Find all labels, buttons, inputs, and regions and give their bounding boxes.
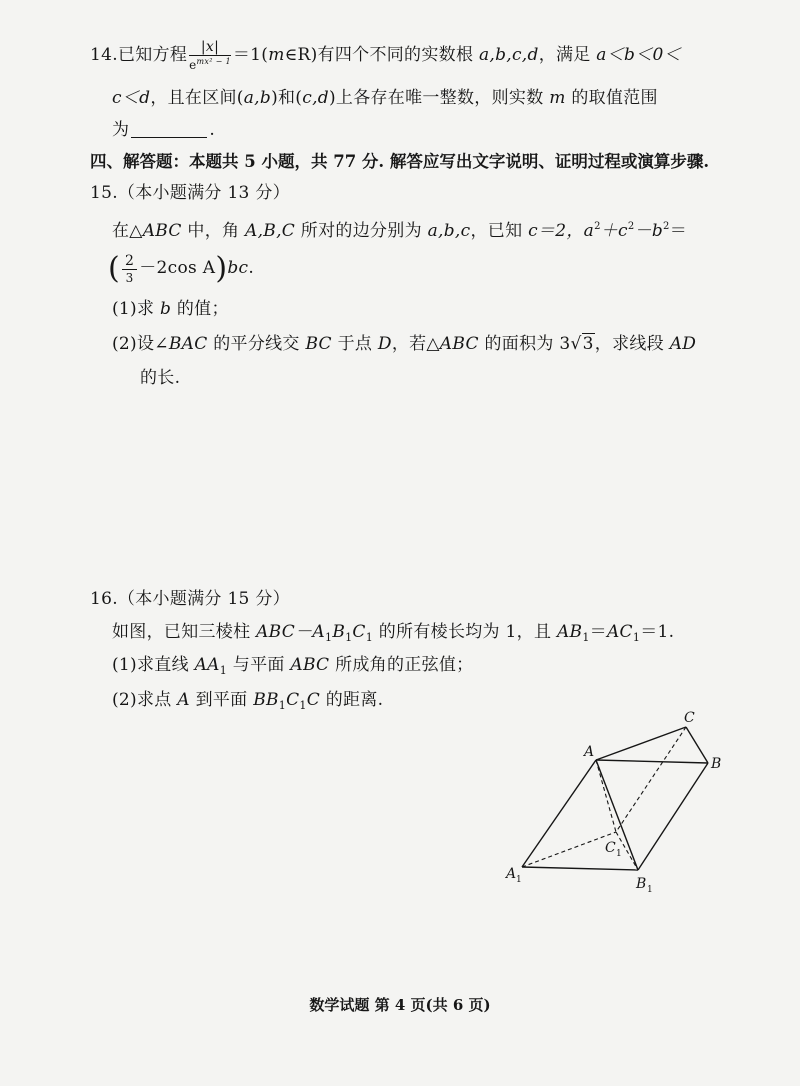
q15-line-2: ( $\frac{2}{3}$ －2cos A)bc. (108, 251, 255, 286)
q14-line-1: 14.已知方程 $\frac{|x|}{e^{mx^2 - 1}}$ ＝1(m∈R)有四个不同的实数根 a,b,c,d，满足 a＜b＜0＜ (90, 39, 681, 72)
edge-C-C1 (616, 727, 686, 832)
edge-A1-B1 (522, 867, 638, 870)
q15-line-1: 在△ABC 中，角 A,B,C 所对的边分别为 a,b,c，已知 c＝2，$a^2+c^2-b^2=$ (112, 221, 687, 241)
q16-header: 16.（本小题满分 15 分） (90, 589, 290, 609)
q16-part-1: (1)求直线 $AA_1$ 与平面 ABC 所成角的正弦值； (112, 655, 474, 677)
edge-A-A1 (522, 760, 596, 867)
left-paren: ( (108, 251, 121, 286)
label-B1: B (636, 876, 647, 892)
q15-part-2: (2)设∠BAC 的平分线交 BC 于点 D，若△ABC 的面积为 3√3，求线段 AD (112, 334, 697, 354)
edge-C-B (686, 727, 708, 763)
q14-line-3: 为 . (112, 120, 216, 140)
edge-A-B (596, 760, 708, 763)
label-A: A (584, 744, 595, 760)
edge-A1-C1 (522, 832, 616, 867)
label-A1-sub: 1 (516, 875, 522, 885)
edge-A-C (596, 727, 686, 760)
sqrt-3: √3 (570, 334, 594, 354)
page-footer: 数学试题 第 4 页(共 6 页) (309, 996, 491, 1014)
label-B1-sub: 1 (647, 885, 653, 895)
label-C: C (684, 710, 695, 726)
q15-fraction: $\frac{2}{3}$ (122, 254, 137, 284)
label-A1: A (506, 866, 517, 882)
q15-part-1: (1)求 b 的值； (112, 299, 229, 319)
label-B: B (711, 756, 722, 772)
q15-part-2-line-2: 的长. (140, 368, 181, 388)
q14-fraction: $\frac{|x|}{e^{mx^2 - 1}}$ (189, 39, 231, 72)
q14-line-2: c＜d，且在区间(a,b)和(c,d)上各存在唯一整数，则实数 m 的取值范围 (112, 88, 658, 108)
edge-B-B1 (638, 763, 708, 870)
section-4-heading: 四、解答题：本题共 5 小题，共 77 分. 解答应写出文字说明、证明过程或演算步骤. (90, 152, 710, 171)
q15-header: 15.（本小题满分 13 分） (90, 183, 290, 203)
q16-part-2: (2)求点 A 到平面 $BB_1C_1C$ 的距离. (112, 690, 384, 712)
label-C1-sub: 1 (616, 849, 622, 859)
label-C1: C (605, 840, 616, 856)
edge-A-C1 (596, 760, 616, 832)
right-paren: ) (215, 251, 228, 286)
q16-line-1: 如图，已知三棱柱 $ABC-A_1B_1C_1$ 的所有棱长均为 1，且 $AB_1=AC_1=1$. (112, 622, 675, 644)
